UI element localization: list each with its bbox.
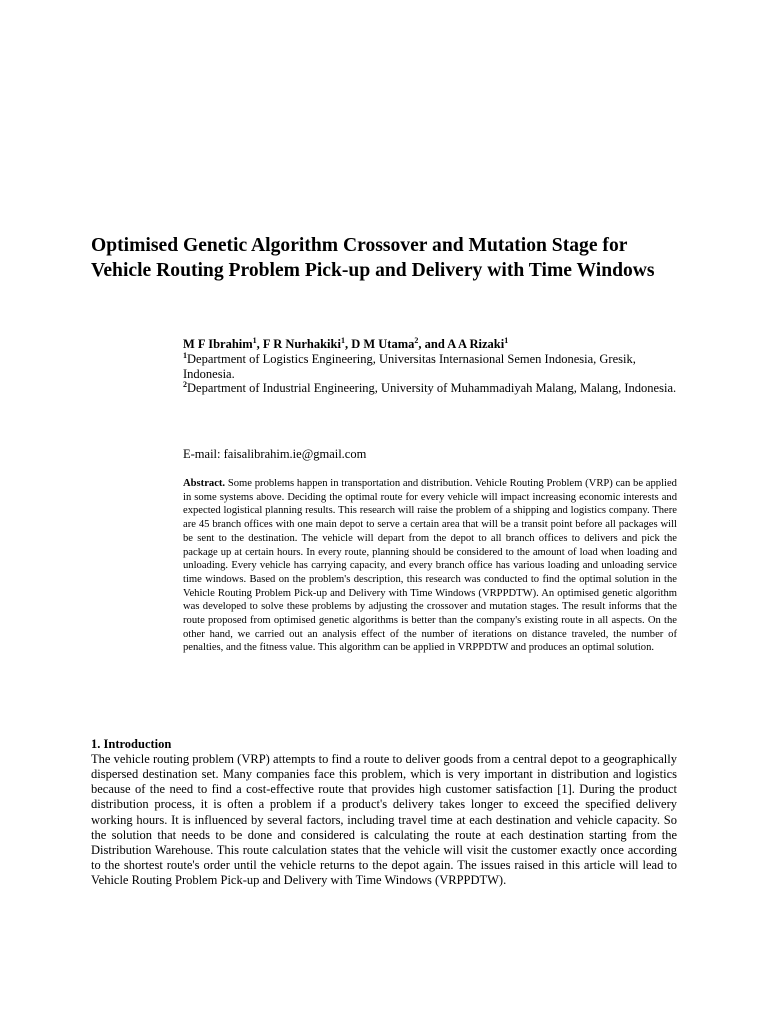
author-name: D M Utama [351,337,415,351]
author-affil-marker: 1 [252,336,257,345]
affiliation-marker: 2 [183,380,187,390]
author-name: M F Ibrahim [183,337,253,351]
author-affil-marker: 2 [414,336,419,345]
affiliation-2 [183,381,683,396]
abstract [183,477,677,655]
author-separator: , [256,337,263,351]
paper-title: Optimised Genetic Algorithm Crossover and Mutation Stage for Vehicle Routing Problem Pick-up and Delivery with Time Windows [91,235,655,281]
abstract-label: Abstract. [183,478,226,489]
introduction-paragraph: The vehicle routing problem (VRP) attempts to find a route to deliver goods from a central depot to a geographically dispersed destination set. Many companies face this problem, which is very important in distribution and logistics because of the need to find a cost-effective route that provides high customer satisfaction [1]. During the product distribution process, it is often a problem if a product's delivery takes longer to exceed the specified delivery working hours. It is influenced by several factors, including travel time at each destination and vehicle capacity. So the solution that needs to be done and considered is calculating the route at each destination starting from the Distribution Warehouse. This route calculation states that the vehicle will visit the customer exactly once according to the shortest route's order until the vehicle returns to the depot again. The issues raised in this article will lead to Vehicle Routing Problem Pick-up and Delivery with Time Windows (VRPPDTW). [91,752,677,888]
contact-email: E-mail: faisalibrahim.ie@gmail.com [183,447,367,461]
abstract-text: Some problems happen in transportation and distribution. Vehicle Routing Problem (VRP) can be applied in some systems above. Deciding the optimal route for every vehicle will impact increasing economic interests and expected logistical planning results. This research will raise the problem of a shipping and logistics company. There are 45 branch offices with one main depot to serve a certain area that will be a transit point before all packages will be sent to the destination. The vehicle will depart from the depot to all branch offices to delivers and pick the package up at certain hours. In every route, planning should be considered to the amount of load when loading and unloading. Every vehicle has carrying capacity, and every branch office has various loading and unloading service time windows. Based on the problem's description, this research was conducted to find the optimal solution in the Vehicle Routing Problem Pick-up and Delivery with Time Windows (VRPPDTW). An optimised genetic algorithm was developed to solve these problems by adjusting the crossover and mutation stages. The result informs that the route proposed from optimised genetic algorithms is better than the company's existing route in all aspects. On the other hand, we carried out an analysis effect of the number of iterations on distance traveled, the number of penalties, and the fitness value. This algorithm can be applied in VRPPDTW and produces an optimal solution. [183,478,677,654]
author-name: F R Nurhakiki [262,337,341,351]
author-separator: , and [418,337,448,351]
affiliation-text: Department of Logistics Engineering, Universitas Internasional Semen Indonesia, Gresik, Indonesia. [183,351,636,381]
author-separator: , [344,337,352,351]
author-name: A A Rizaki [447,337,505,351]
author-affil-marker: 1 [504,336,509,345]
affiliation-text: Department of Industrial Engineering, University of Muhammadiyah Malang, Malang, Indonesia. [187,381,677,396]
affiliation-1 [183,352,683,382]
section-heading-introduction: 1. Introduction [91,737,172,751]
author-list [183,337,683,352]
author-affil-marker: 1 [340,336,345,345]
affiliation-marker: 1 [183,350,187,360]
author-block [183,337,683,396]
